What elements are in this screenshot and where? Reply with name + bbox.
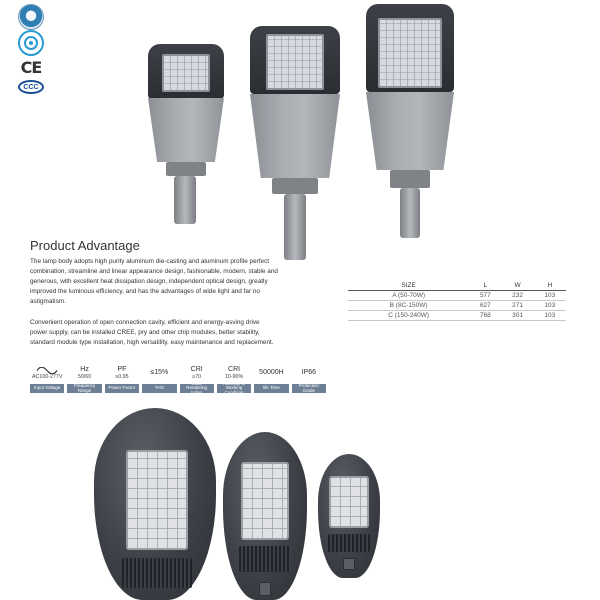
spec-tile-color-rendering <box>180 363 214 393</box>
height-header: H <box>534 281 566 290</box>
width-header: W <box>501 281 533 290</box>
table-row <box>348 290 566 300</box>
spec-tile-heading: CRI <box>190 366 203 373</box>
spec-tile-heading: 50000H <box>259 369 284 376</box>
length-cell: 577 <box>469 290 501 300</box>
section-title: Product Advantage <box>30 238 140 253</box>
spec-tile-value: 50/60 <box>77 374 92 380</box>
height-cell: 103 <box>534 290 566 300</box>
spec-tile-input-voltage <box>30 363 64 393</box>
width-cell: 271 <box>501 300 533 310</box>
spec-tile-life-time <box>254 363 288 393</box>
spec-tile-protection-grade <box>292 363 326 393</box>
street-light-medium-front-image <box>223 432 307 600</box>
size-header: SIZE <box>348 281 469 290</box>
size-cell: C (150-240W) <box>348 310 469 320</box>
size-table <box>348 281 566 321</box>
spec-tile-frequency <box>67 363 101 393</box>
ce-mark-icon: CE <box>20 57 42 77</box>
advantage-paragraph-2: Convenient operation of open connection cavity, efficient and energy-asving drive power supply, can be installed CREE, pry and other chip modules, better stability, standard module type installation, high versatility, easy maintenance and replacement. <box>30 319 274 346</box>
street-light-medium-image <box>250 26 340 236</box>
spec-tile-label: THD <box>142 384 176 393</box>
height-cell: 103 <box>534 310 566 320</box>
spec-tile-label: life Time <box>254 384 288 393</box>
spec-tile-value: ≥0.95 <box>115 374 129 380</box>
spec-tile-heading: PF <box>117 366 127 373</box>
advantage-paragraph-1: The lamp body adopts high purity aluminum die-casting and aluminum profile perfect combination, streamline and linear appearance design, fashionable, modern, stable and generous, with excellent heat dissipation design, independent optical design, greatly improved the luminous efficiency, and has the advantages of wide light and far no astigmatism. <box>30 258 278 305</box>
spec-icon-strip <box>30 363 326 393</box>
quality-certification-icon <box>18 30 44 56</box>
length-cell: 627 <box>469 300 501 310</box>
street-light-large-image <box>366 4 454 236</box>
spec-tile-value: ≤15% <box>150 369 169 376</box>
ac-wave-icon <box>36 367 58 374</box>
size-table-header <box>348 281 566 290</box>
spec-tile-power-factor <box>105 363 139 393</box>
ccc-mark-icon: CCC <box>18 80 44 94</box>
spec-tile-label: Input Voltage <box>30 384 64 393</box>
energy-certification-icon <box>18 4 44 30</box>
spec-tile-value: ≥70 <box>192 374 202 380</box>
width-cell: 232 <box>501 290 533 300</box>
spec-tile-heading: Hz <box>80 366 89 373</box>
street-light-small-front-image <box>318 454 380 578</box>
street-light-small-image <box>148 44 224 214</box>
size-cell: B (8C-150W) <box>348 300 469 310</box>
spec-tile-heading: IP66 <box>301 369 317 376</box>
length-cell: 768 <box>469 310 501 320</box>
spec-tile-humidity <box>217 363 251 393</box>
spec-tile-value: AC100-277V <box>32 373 63 380</box>
spec-tile-value: 10-90% <box>224 374 244 380</box>
spec-tile-label: Color Rendering Index <box>180 384 214 393</box>
size-cell: A (50-70W) <box>348 290 469 300</box>
spec-tile-label: Humidity of Working Condition <box>217 384 251 393</box>
spec-tile-thd <box>142 363 176 393</box>
spec-tile-label: Protection Grade <box>292 384 326 393</box>
length-header: L <box>469 281 501 290</box>
street-light-large-front-image <box>94 408 216 600</box>
width-cell: 301 <box>501 310 533 320</box>
table-row <box>348 310 566 320</box>
height-cell: 103 <box>534 300 566 310</box>
spec-tile-label: Frequency Range <box>67 384 101 393</box>
spec-tile-heading: CRI <box>228 366 241 373</box>
spec-tile-label: Power Factor <box>105 384 139 393</box>
table-row <box>348 300 566 310</box>
